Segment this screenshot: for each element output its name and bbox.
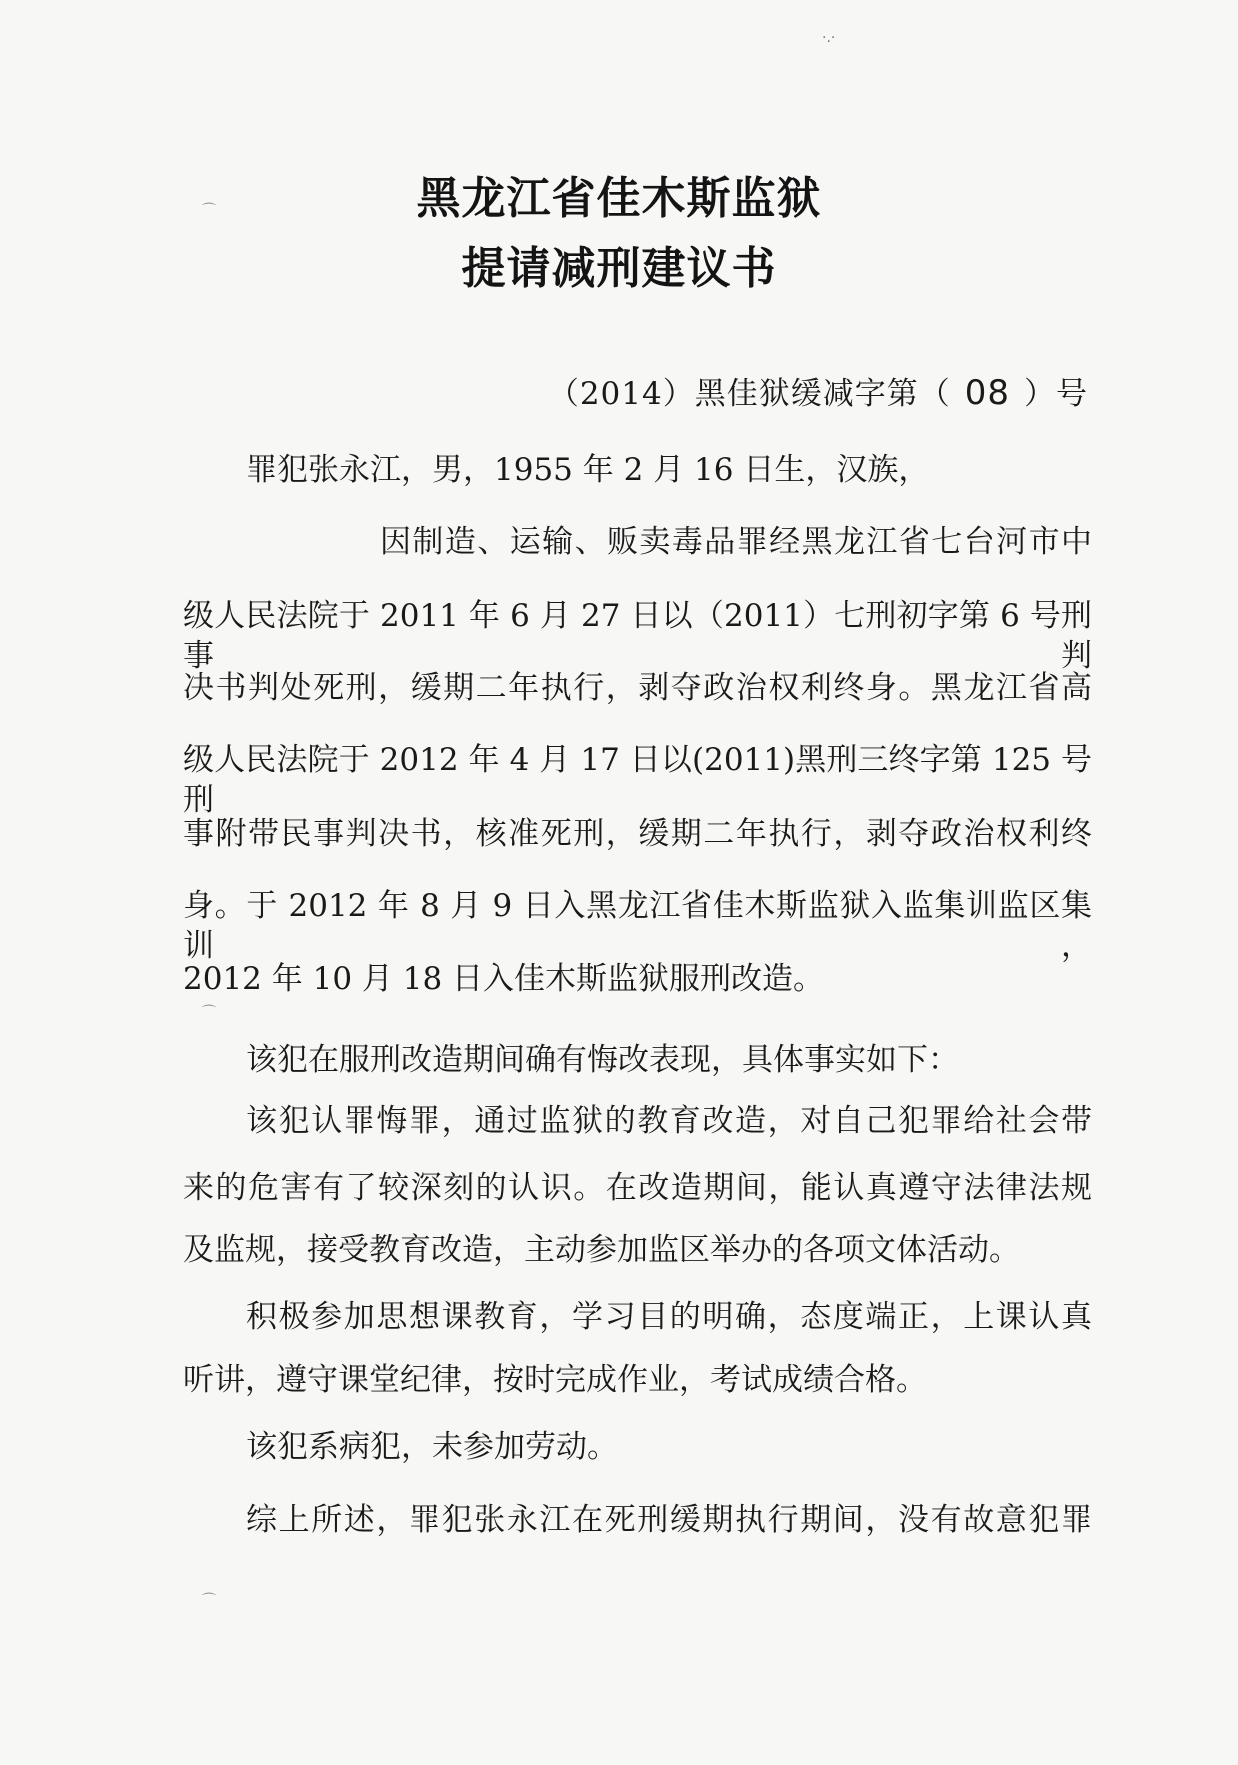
scan-mark: ⌒ xyxy=(202,203,216,219)
body-line-11: 来的危害有了较深刻的认识。在改造期间，能认真遵守法律法规 xyxy=(183,1170,1092,1206)
document-number-prefix: （2014）黑佳狱缓减字第（ xyxy=(547,376,951,412)
body-line-6: 事附带民事判决书，核准死刑，缓期二年执行，剥夺政治权利终 xyxy=(183,816,1092,852)
body-line-15: 该犯系病犯，未参加劳动。 xyxy=(246,1429,618,1465)
body-line-7: 身。于 2012 年 8 月 9 日入黑龙江省佳木斯监狱入监集训监区集训， xyxy=(183,888,1092,964)
body-line-9: 该犯在服刑改造期间确有悔改表现，具体事实如下： xyxy=(246,1042,959,1078)
scan-mark: ⌒ xyxy=(202,1593,216,1609)
body-line-16: 综上所述，罪犯张永江在死刑缓期执行期间，没有故意犯罪 xyxy=(246,1502,1092,1538)
document-number xyxy=(548,368,1088,413)
document-number-suffix: ）号 xyxy=(1024,376,1088,412)
body-line-3: 级人民法院于 2011 年 6 月 27 日以（2011）七刑初字第 6 号刑事判 xyxy=(183,598,1092,674)
body-line-13: 积极参加思想课教育，学习目的明确，态度端正，上课认真 xyxy=(246,1299,1092,1335)
document-title-line-1: 黑龙江省佳木斯监狱 xyxy=(416,173,822,224)
document-title-line-2: 提请减刑建议书 xyxy=(461,243,777,294)
document-number-value: 08 xyxy=(964,373,1010,413)
body-line-5: 级人民法院于 2012 年 4 月 17 日以(2011)黑刑三终字第 125 号刑 xyxy=(183,742,1092,818)
body-line-10: 该犯认罪悔罪，通过监狱的教育改造，对自己犯罪给社会带 xyxy=(246,1103,1092,1139)
body-line-14: 听讲，遵守课堂纪律，按时完成作业，考试成绩合格。 xyxy=(183,1362,927,1398)
body-line-1: 罪犯张永江，男，1955 年 2 月 16 日生，汉族， xyxy=(246,452,930,488)
body-line-8: 2012 年 10 月 18 日入佳木斯监狱服刑改造。 xyxy=(183,961,825,997)
body-line-2: 因制造、运输、贩卖毒品罪经黑龙江省七台河市中 xyxy=(380,524,1092,560)
scan-mark: ⌒ xyxy=(202,1005,216,1021)
body-line-12: 及监规，接受教育改造，主动参加监区举办的各项文体活动。 xyxy=(183,1232,1020,1268)
body-line-4: 决书判处死刑，缓期二年执行，剥夺政治权利终身。黑龙江省高 xyxy=(183,670,1092,706)
scan-mark: ·.· xyxy=(822,30,836,46)
